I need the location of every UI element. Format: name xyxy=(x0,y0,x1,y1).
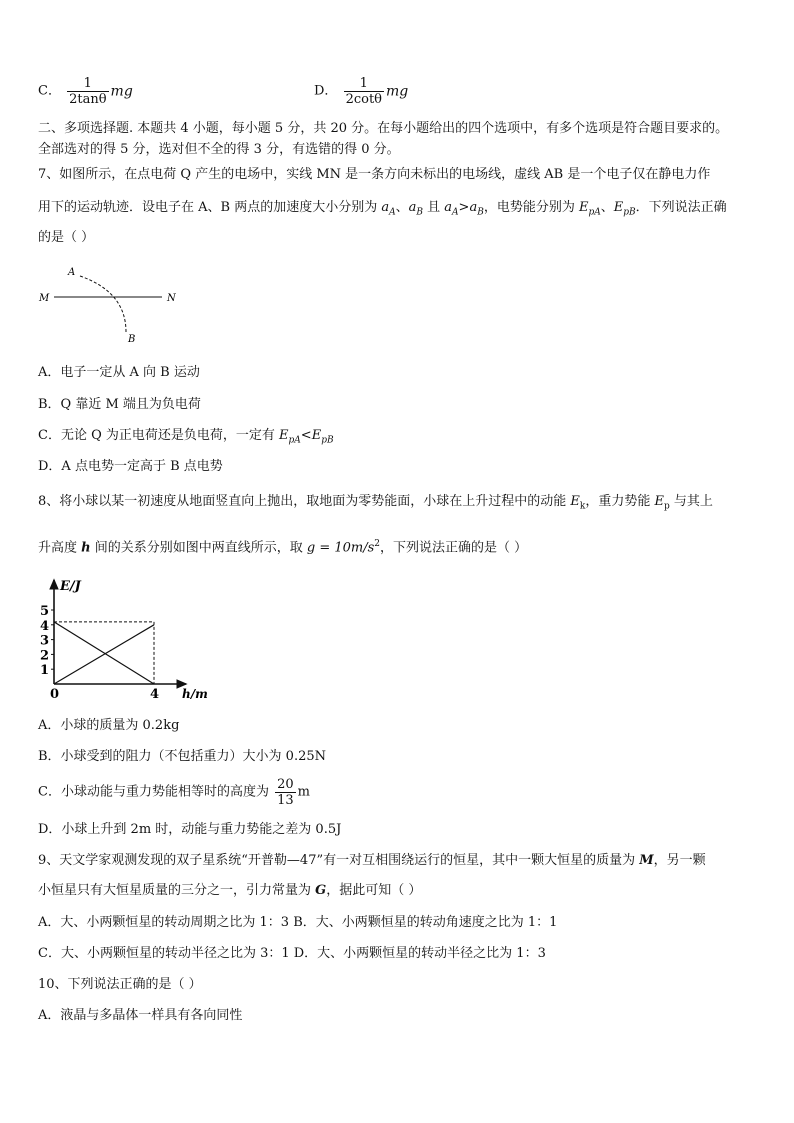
y-tick-label: 2 xyxy=(40,648,50,664)
var: E xyxy=(578,200,589,215)
text: ，下列说法正确的是（ ） xyxy=(380,540,528,556)
text: 、 xyxy=(600,200,614,215)
q9-stem-line2 xyxy=(38,882,421,900)
var: E xyxy=(654,494,665,509)
var: E xyxy=(570,494,580,509)
sub: p xyxy=(664,501,670,512)
sub: A xyxy=(389,207,396,218)
sub: A xyxy=(452,207,459,218)
var: E xyxy=(279,428,289,443)
var: a xyxy=(469,200,478,215)
var: a xyxy=(444,200,453,215)
x-tick-label: 0 xyxy=(50,687,60,699)
text: ．下列说法正确 xyxy=(635,200,727,215)
text: 9、天文学家观测发现的双子星系统“开普勒—47”有一对互相围绕运行的恒星，其中一颗大恒星的质量为 xyxy=(38,853,640,868)
fraction-numerator: 1 xyxy=(344,76,384,92)
option-d-tail: mg xyxy=(386,83,409,100)
var: E xyxy=(311,428,322,443)
text: ，重力势能 xyxy=(585,494,655,509)
q6-option-d xyxy=(314,76,408,107)
text: 升高度 xyxy=(38,540,82,556)
q9-options-ab: A．大、小两颗恒星的转动周期之比为 1：3 B．大、小两颗恒星的转动角速度之比为 1：1 xyxy=(38,915,558,930)
label-a: A xyxy=(68,267,76,278)
y-axis-label: E/J xyxy=(60,579,81,594)
q7-stem-line2 xyxy=(38,199,727,222)
text: 8、将小球以某一初速度从地面竖直向上抛出，取地面为零势能面，小球在上升过程中的动能 xyxy=(38,494,571,509)
x-axis-label: h/m xyxy=(182,687,208,699)
text: ，另一颗 xyxy=(653,853,706,868)
q8-option-c xyxy=(38,777,310,808)
fraction-denominator: 2tanθ xyxy=(69,92,107,107)
label-b: B xyxy=(128,334,136,345)
var: M xyxy=(639,853,654,868)
q7-option-d: D．A 点电势一定高于 B 点电势 xyxy=(38,459,223,474)
var: E xyxy=(613,200,624,215)
text: 且 xyxy=(423,200,445,215)
sub: B xyxy=(477,207,484,218)
trajectory-ab xyxy=(80,276,126,332)
section2-heading-line2: 全部选对的得 5 分，选对但不全的得 3 分，有选错的得 0 分。 xyxy=(38,142,400,157)
text: ，电势能分别为 xyxy=(483,200,579,215)
y-tick-label: 4 xyxy=(40,618,50,634)
option-c-fraction xyxy=(275,777,296,808)
text: 小恒星只有大恒星质量的三分之一，引力常量为 xyxy=(38,883,316,898)
q7-stem-line3: 的是（ ） xyxy=(38,230,95,245)
q9-options-cd: C．大、小两颗恒星的转动半径之比为 3：1 D．大、小两颗恒星的转动半径之比为 1：3 xyxy=(38,946,546,961)
q7-option-c xyxy=(38,427,334,450)
sup: 2 xyxy=(374,539,380,549)
y-tick-label: 1 xyxy=(40,663,50,679)
text: C．小球动能与重力势能相等时的高度为 xyxy=(38,784,269,800)
q7-option-a: A．电子一定从 A 向 B 运动 xyxy=(38,365,200,380)
label-n: N xyxy=(167,293,176,304)
text: > xyxy=(458,200,470,215)
q8-stem-line2 xyxy=(38,535,527,557)
label-m: M xyxy=(39,293,50,304)
q7-stem-line1: 7、如图所示，在点电荷 Q 产生的电场中，实线 MN 是一条方向未标出的电场线，虚线 AB 是一个电子仅在静电力作 xyxy=(38,167,711,182)
fraction-denominator: 13 xyxy=(277,793,294,808)
option-d-label: D． xyxy=(314,83,338,99)
section2-heading-line1: 二、多项选择题. 本题共 4 小题，每小题 5 分，共 20 分。在每小题给出的四个选项中，有多个选项是符合题目要求的。 xyxy=(38,121,729,136)
q10-option-a: A．液晶与多晶体一样具有各向同性 xyxy=(38,1008,243,1023)
var: a xyxy=(408,200,417,215)
text: 用下的运动轨迹．设电子在 A、B 两点的加速度大小分别为 xyxy=(38,200,382,215)
q8-option-a: A．小球的质量为 0.2kg xyxy=(38,718,180,733)
var: h xyxy=(81,540,91,556)
q7-option-b: B．Q 靠近 M 端且为负电荷 xyxy=(38,397,201,412)
q9-stem-line1 xyxy=(38,852,706,870)
text: 与其上 xyxy=(669,494,713,509)
sub: pA xyxy=(588,207,601,218)
fraction-numerator: 1 xyxy=(67,76,108,92)
x-tick-label: 4 xyxy=(150,687,160,699)
unit: m xyxy=(297,784,310,800)
sub: pB xyxy=(321,435,334,446)
text: 、 xyxy=(395,200,409,215)
option-d-fraction xyxy=(344,76,384,107)
text: 间的关系分别如图中两直线所示，取 xyxy=(90,540,307,556)
q10-stem: 10、下列说法正确的是（ ） xyxy=(38,977,202,992)
y-tick-label: 5 xyxy=(40,604,50,619)
q6-option-c xyxy=(38,76,133,107)
y-tick-label: 3 xyxy=(40,633,50,649)
q8-energy-height-chart xyxy=(34,574,224,699)
var: a xyxy=(381,200,390,215)
text: C．无论 Q 为正电荷还是负电荷，一定有 xyxy=(38,428,280,443)
q7-field-line-figure xyxy=(34,262,194,352)
q8-stem-line1 xyxy=(38,493,713,516)
text: ，据此可知（ ） xyxy=(326,883,422,898)
q8-option-b: B．小球受到的阻力（不包括重力）大小为 0.25N xyxy=(38,749,327,764)
sub: B xyxy=(416,207,424,218)
sub: k xyxy=(579,501,586,512)
option-c-fraction xyxy=(67,76,108,107)
var: g = 10m/s xyxy=(306,540,375,556)
sub: pB xyxy=(623,207,636,218)
text: < xyxy=(300,428,312,443)
sub: pA xyxy=(288,435,301,446)
option-c-tail: mg xyxy=(110,83,133,100)
q8-option-d: D．小球上升到 2m 时，动能与重力势能之差为 0.5J xyxy=(38,822,342,837)
fraction-numerator: 20 xyxy=(277,777,294,792)
option-c-label: C． xyxy=(38,83,61,99)
fraction-denominator: 2cotθ xyxy=(345,92,383,107)
var: G xyxy=(315,883,327,898)
